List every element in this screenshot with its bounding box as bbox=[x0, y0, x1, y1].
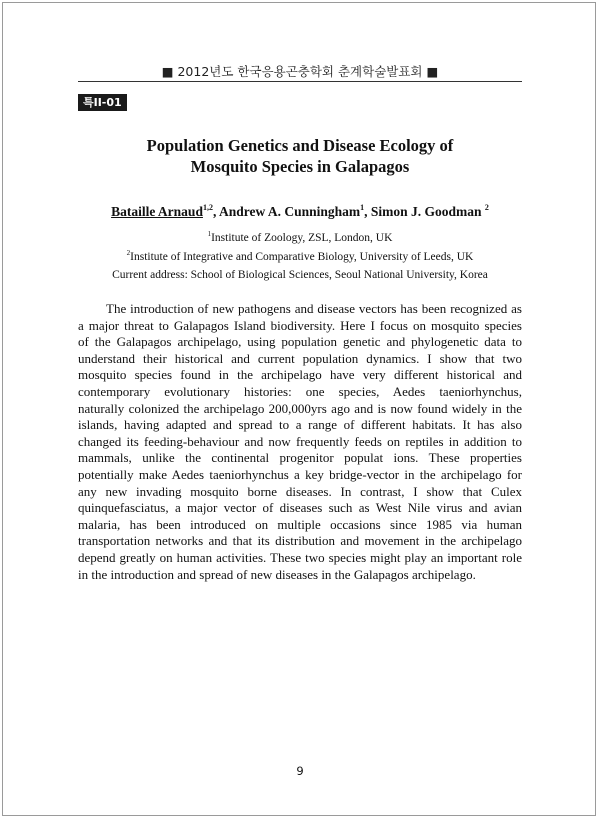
author-affiliation-mark: 1,2 bbox=[202, 203, 213, 212]
header-rule bbox=[78, 81, 522, 82]
title-line-2: Mosquito Species in Galapagos bbox=[190, 157, 410, 176]
author-separator: , bbox=[364, 204, 371, 219]
abstract-line: contemporary evolutionary histories: one species, Aedes taeniorhynchus, bbox=[78, 383, 522, 399]
affiliation-text: Institute of Integrative and Comparative Biology, University of Leeds, UK bbox=[130, 250, 474, 263]
abstract-line: any new invading mosquito borne diseases. In contrast, I show that Culex bbox=[78, 483, 522, 499]
abstract-line: in the introduction and spread of new diseases in the Galapagos archipelago. bbox=[78, 566, 476, 582]
affiliations bbox=[0, 227, 600, 283]
paper-title bbox=[60, 135, 540, 177]
affiliation-mark: 2 bbox=[126, 248, 131, 257]
abstract-line: The introduction of new pathogens and disease vectors has been recognized as bbox=[106, 301, 522, 316]
abstract-line: naturally colonized the archipelago 200,000yrs ago and is now found widely in the bbox=[78, 400, 522, 416]
affiliation-text: Institute of Zoology, ZSL, London, UK bbox=[211, 232, 393, 244]
abstract-line: a major threat to Galapagos Island biodiversity. Here I focus on mosquito species bbox=[78, 317, 522, 333]
affiliation-line bbox=[0, 264, 600, 283]
affiliation-text: Current address: School of Biological Sciences, Seoul National University, Korea bbox=[112, 269, 488, 281]
author-affiliation-mark: 1 bbox=[360, 203, 365, 212]
author-name: Bataille Arnaud bbox=[111, 204, 203, 219]
affiliation-line bbox=[0, 246, 600, 265]
author-affiliation-mark: 2 bbox=[484, 203, 489, 212]
abstract-line: quinquefasciatus, a major vector of diseases such as West Nile virus and avian bbox=[78, 500, 522, 516]
abstract-line: mammals, unlike the continental progenitor populat ions. These properties bbox=[78, 450, 522, 466]
affiliation-line bbox=[0, 227, 600, 246]
page-number: 9 bbox=[296, 764, 304, 778]
abstract-line: understand their historical and current population dynamics. I show that two bbox=[78, 350, 522, 366]
abstract-line: changed its feeding-behaviour and now frequently feeds on reptiles in addition to bbox=[78, 433, 522, 449]
conference-header: ■ 2012년도 한국응용곤충학회 춘계학술발표회 ■ bbox=[161, 64, 439, 79]
author-separator: , bbox=[212, 204, 219, 219]
abstract-line: transportation networks and that its distribution and movement in the archipelago bbox=[78, 533, 522, 549]
abstract-line: mosquito species found in the archipelago have very different historical and bbox=[78, 367, 522, 383]
author-list bbox=[0, 203, 600, 220]
abstract-body bbox=[78, 301, 522, 583]
title-line-1: Population Genetics and Disease Ecology of bbox=[146, 136, 454, 155]
abstract-line: malaria, has been introduced on multiple occasions since 1985 via human bbox=[78, 516, 522, 532]
abstract-line: of the Galapagos archipelago, using population genetic and phylogenetic data to bbox=[78, 334, 522, 350]
author-name: Andrew A. Cunningham bbox=[218, 204, 361, 219]
abstract-line: islands, having adapted and spread to a range of different habitats. It has also bbox=[78, 417, 522, 433]
affiliation-mark: 1 bbox=[207, 230, 212, 238]
abstract-line: depend greatly on human activities. These two species might play an important role bbox=[78, 549, 522, 565]
author-name: Simon J. Goodman bbox=[370, 204, 482, 219]
abstract-line: potentially make Aedes taeniorhynchus a key bridge-vector in the archipelago for bbox=[78, 466, 522, 482]
section-tag: 특II-01 bbox=[78, 94, 127, 111]
